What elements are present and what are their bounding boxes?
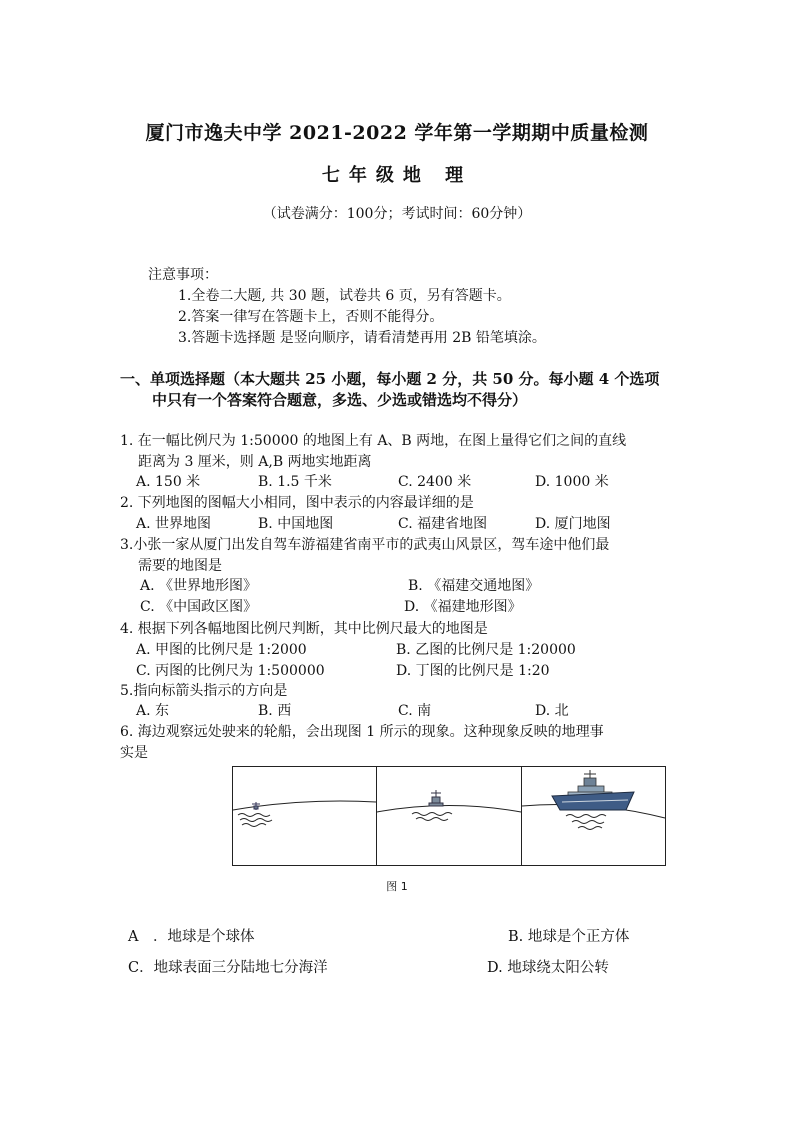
q4-option-d: D. 丁图的比例尺是 1:20 xyxy=(396,663,550,679)
question-5: 5.指向标箭头指示的方向是 xyxy=(120,683,288,699)
question-4: 4. 根据下列各幅地图比例尺判断，其中比例尺最大的地图是 xyxy=(120,621,488,637)
q6-option-a: A ．地球是个球体 xyxy=(128,929,255,945)
q3-option-c: C. 《中国政区图》 xyxy=(140,599,258,615)
q3-option-d: D. 《福建地形图》 xyxy=(404,599,522,615)
q1-option-c: C. 2400 米 xyxy=(398,474,472,490)
figure-caption: 图 1 xyxy=(386,880,408,893)
question-1-cont: 距离为 3 厘米，则 A,B 两地实地距离 xyxy=(138,454,372,470)
q3-option-a: A. 《世界地形图》 xyxy=(140,578,258,594)
q4-option-a: A. 甲图的比例尺是 1:2000 xyxy=(136,642,307,658)
question-3: 3.小张一家从厦门出发自驾车游福建省南平市的武夷山风景区，驾车途中他们最 xyxy=(120,537,610,553)
question-2: 2. 下列地图的图幅大小相同，图中表示的内容最详细的是 xyxy=(120,495,474,511)
q2-option-d: D. 厦门地图 xyxy=(535,516,611,532)
note-item: 1.全卷二大题, 共 30 题，试卷共 6 页，另有答题卡。 xyxy=(178,288,511,304)
question-6-cont: 实是 xyxy=(120,745,148,761)
exam-title: 厦门市逸夫中学 2021-2022 学年第一学期期中质量检测 xyxy=(145,122,649,144)
q1-option-a: A. 150 米 xyxy=(136,474,201,490)
section-heading: 一、单项选择题（本大题共 25 小题，每小题 2 分，共 50 分。每小题 4 个选项 xyxy=(120,370,660,388)
exam-meta: （试卷满分：100分；考试时间：60分钟） xyxy=(262,206,532,222)
question-6: 6. 海边观察远处驶来的轮船，会出现图 1 所示的现象。这种现象反映的地理事 xyxy=(120,724,604,740)
q1-option-d: D. 1000 米 xyxy=(535,474,609,490)
note-item: 2.答案一律写在答题卡上，否则不能得分。 xyxy=(178,309,444,325)
q5-option-b: B. 西 xyxy=(258,703,292,719)
section-heading-cont: 中只有一个答案符合题意，多选、少选或错选均不得分） xyxy=(152,391,528,409)
q2-option-b: B. 中国地图 xyxy=(258,516,334,532)
question-3-cont: 需要的地图是 xyxy=(138,558,222,574)
q5-option-a: A. 东 xyxy=(136,703,170,719)
q3-option-b: B. 《福建交通地图》 xyxy=(408,578,540,594)
exam-subject: 七年级地 理 xyxy=(321,165,473,186)
q6-option-c: C．地球表面三分陆地七分海洋 xyxy=(128,960,328,976)
figure-panel-1 xyxy=(233,767,377,866)
q6-option-b: B. 地球是个正方体 xyxy=(508,929,630,945)
notes-heading: 注意事项： xyxy=(148,267,218,283)
q5-option-d: D. 北 xyxy=(535,703,569,719)
ship-horizon-figure xyxy=(232,766,666,866)
q2-option-a: A. 世界地图 xyxy=(136,516,212,532)
q4-option-b: B. 乙图的比例尺是 1:20000 xyxy=(396,642,576,658)
note-item: 3.答题卡选择题 是竖向顺序，请看清楚再用 2B 铅笔填涂。 xyxy=(178,330,546,346)
q2-option-c: C. 福建省地图 xyxy=(398,516,488,532)
q6-option-d: D. 地球绕太阳公转 xyxy=(487,960,609,976)
question-1: 1. 在一幅比例尺为 1:50000 的地图上有 A、B 两地，在图上量得它们之间的直线 xyxy=(120,433,627,449)
q1-option-b: B. 1.5 千米 xyxy=(258,474,332,490)
figure-panel-2 xyxy=(377,767,522,866)
q4-option-c: C. 丙图的比例尺为 1:500000 xyxy=(136,663,325,679)
q5-option-c: C. 南 xyxy=(398,703,432,719)
